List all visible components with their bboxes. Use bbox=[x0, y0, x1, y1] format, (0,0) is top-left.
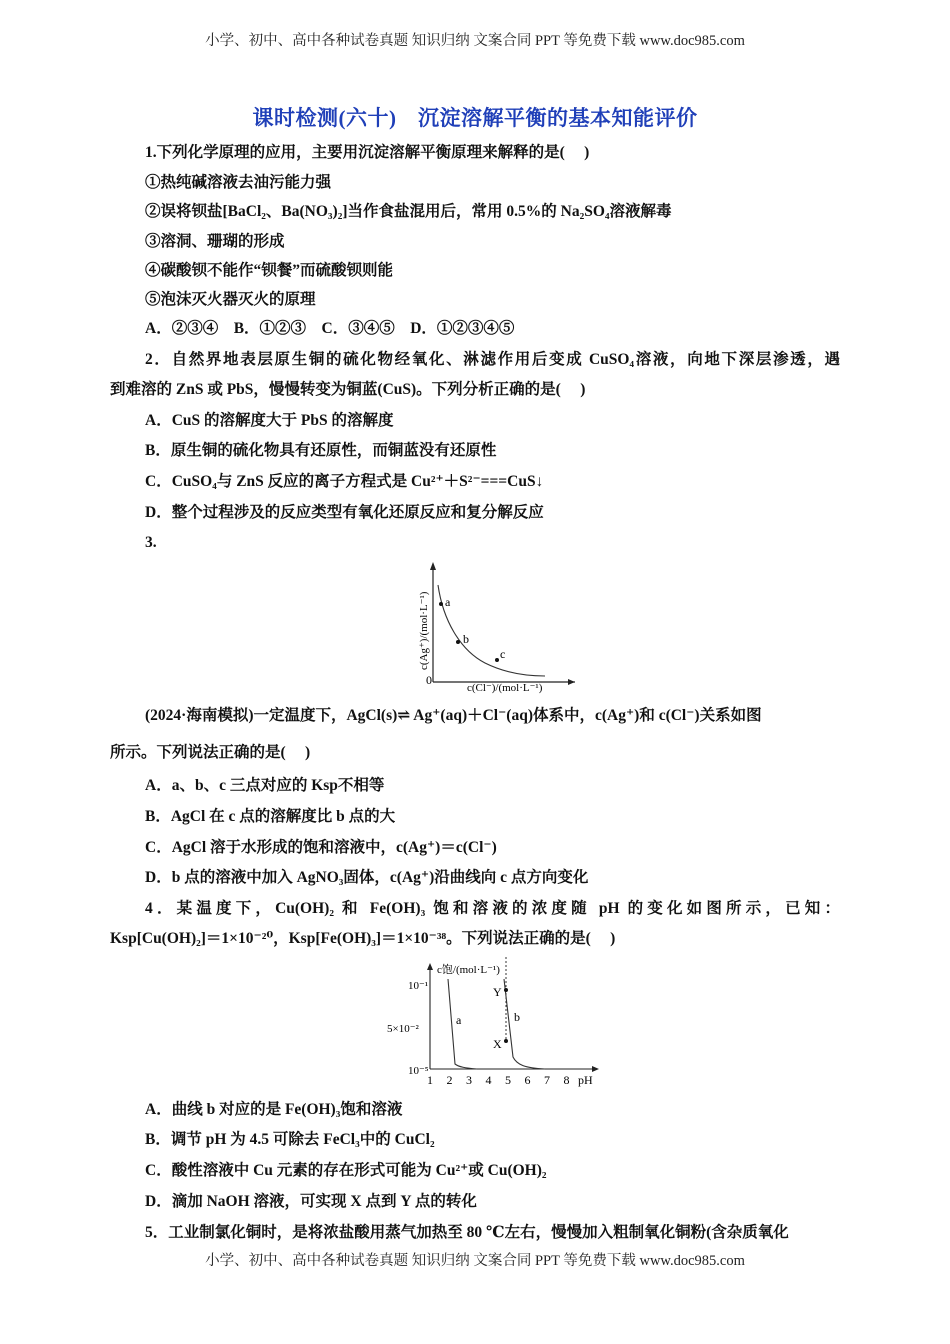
curve-a bbox=[448, 979, 477, 1069]
q3-option-c: C．AgCl 溶于水形成的饱和溶液中，c(Ag⁺)＝c(Cl⁻) bbox=[145, 839, 497, 856]
y-axis-label: c饱/(mol·L⁻¹) bbox=[437, 964, 500, 976]
q3-option-d: D．b 点的溶液中加入 AgNO₃固体，c(Ag⁺)沿曲线向 c 点方向变化 bbox=[145, 869, 589, 886]
label-c: c bbox=[500, 647, 506, 661]
q3-figure bbox=[405, 560, 580, 700]
y-tick: 10⁻⁵ bbox=[408, 1065, 429, 1077]
y-axis-label: c(Ag⁺)/(mol·L⁻¹) bbox=[418, 591, 430, 670]
x-tick: 7 bbox=[544, 1073, 550, 1087]
x-tick: 4 bbox=[485, 1073, 492, 1087]
q1-item: ①热纯碱溶液去油污能力强 bbox=[145, 174, 332, 191]
q2-option-b: B．原生铜的硫化物具有还原性，而铜蓝没有还原性 bbox=[145, 442, 497, 459]
q4-option-b: B．调节 pH 为 4.5 可除去 FeCl₃中的 CuCl₂ bbox=[145, 1131, 435, 1148]
curve-b bbox=[504, 979, 545, 1069]
q2-stem-cont: 到难溶的 ZnS 或 PbS，慢慢转变为铜蓝(CuS)。下列分析正确的是( ) bbox=[110, 381, 586, 398]
q3-option-a: A．a、b、c 三点对应的 Ksp不相等 bbox=[145, 777, 385, 794]
q2-option-c: C．CuSO₄与 ZnS 反应的离子方程式是 Cu²⁺＋S²⁻===CuS↓ bbox=[145, 473, 544, 490]
q2-option-d: D．整个过程涉及的反应类型有氧化还原反应和复分解反应 bbox=[145, 504, 544, 521]
x-tick: 6 bbox=[524, 1073, 531, 1087]
page-footer: 小学、初中、高中各种试卷真题 知识归纳 文案合同 PPT 等免费下载 www.doc985.com bbox=[205, 1253, 745, 1269]
point-y bbox=[504, 988, 508, 992]
x-tick: 8 bbox=[563, 1073, 570, 1087]
q1-stem: 1.下列化学原理的应用，主要用沉淀溶解平衡原理来解释的是( ) bbox=[145, 144, 590, 161]
x-tick: 1 bbox=[427, 1073, 433, 1087]
origin-label: 0 bbox=[426, 673, 432, 687]
x-axis-label: c(Cl⁻)/(mol·L⁻¹) bbox=[467, 682, 543, 694]
point-x bbox=[504, 1039, 508, 1043]
x-axis-label: pH bbox=[578, 1073, 593, 1087]
q1-item: ②误将钡盐[BaCl₂、Ba(NO₃)₂]当作食盐混用后，常用 0.5%的 Na₂SO₄溶液解毒 bbox=[145, 203, 672, 220]
q3-option-b: B．AgCl 在 c 点的溶解度比 b 点的大 bbox=[145, 808, 396, 825]
label-y: Y bbox=[493, 985, 502, 999]
label-curve-a: a bbox=[456, 1013, 462, 1027]
y-tick: 10⁻¹ bbox=[408, 980, 429, 992]
point-a bbox=[439, 602, 443, 606]
label-x: X bbox=[493, 1037, 502, 1051]
label-b: b bbox=[463, 632, 469, 646]
q5-stem: 5．工业制氯化铜时，是将浓盐酸用蒸气加热至 80 ℃左右，慢慢加入粗制氧化铜粉(含杂质氧化 bbox=[145, 1224, 789, 1241]
y-axis-arrow-icon bbox=[430, 562, 436, 570]
q4-stem-cont: Ksp[Cu(OH)₂]＝1×10⁻²⁰，Ksp[Fe(OH)₃]＝1×10⁻³⁸。下列说法正确的是( ) bbox=[110, 930, 616, 947]
solubility-curve bbox=[438, 585, 545, 676]
q3-stem-cont: 所示。下列说法正确的是( ) bbox=[110, 744, 311, 761]
page-header: 小学、初中、高中各种试卷真题 知识归纳 文案合同 PPT 等免费下载 www.doc985.com bbox=[205, 33, 745, 49]
q1-options: A．②③④ B．①②③ C．③④⑤ D．①②③④⑤ bbox=[145, 320, 515, 337]
x-axis-arrow-icon bbox=[568, 679, 575, 685]
page-title: 课时检测(六十) 沉淀溶解平衡的基本知能评价 bbox=[252, 106, 698, 130]
point-b bbox=[456, 640, 460, 644]
q2-stem: 2．自然界地表层原生铜的硫化物经氧化、淋滤作用后变成 CuSO₄溶液，向地下深层渗透，遇 bbox=[145, 351, 840, 368]
y-axis-arrow-icon bbox=[427, 963, 433, 970]
q1-item: ⑤泡沫灭火器灭火的原理 bbox=[145, 291, 316, 308]
x-tick: 5 bbox=[505, 1073, 511, 1087]
x-axis-arrow-icon bbox=[592, 1066, 599, 1072]
q4-option-a: A．曲线 b 对应的是 Fe(OH)₃饱和溶液 bbox=[145, 1101, 403, 1118]
q4-figure bbox=[375, 957, 605, 1092]
label-a: a bbox=[445, 595, 451, 609]
point-c bbox=[495, 658, 499, 662]
q3-stem: (2024·海南模拟)一定温度下，AgCl(s)⇌ Ag⁺(aq)＋Cl⁻(aq)体系中，c(Ag⁺)和 c(Cl⁻)关系如图 bbox=[145, 707, 762, 724]
q1-item: ④碳酸钡不能作“钡餐”而硫酸钡则能 bbox=[145, 262, 394, 279]
y-tick: 5×10⁻² bbox=[387, 1023, 419, 1035]
x-tick: 2 bbox=[446, 1073, 453, 1087]
q4-option-d: D．滴加 NaOH 溶液，可实现 X 点到 Y 点的转化 bbox=[145, 1193, 477, 1210]
q4-stem: 4．某温度下，Cu(OH)₂ 和 Fe(OH)₃ 饱和溶液的浓度随 pH 的变化如图所示，已知： bbox=[145, 900, 840, 917]
q1-item: ③溶洞、珊瑚的形成 bbox=[145, 233, 285, 250]
label-curve-b: b bbox=[514, 1010, 520, 1024]
x-tick: 3 bbox=[466, 1073, 472, 1087]
q4-option-c: C．酸性溶液中 Cu 元素的存在形式可能为 Cu²⁺或 Cu(OH)₂ bbox=[145, 1162, 547, 1179]
q2-option-a: A．CuS 的溶解度大于 PbS 的溶解度 bbox=[145, 412, 394, 429]
q3-number: 3. bbox=[145, 534, 157, 551]
